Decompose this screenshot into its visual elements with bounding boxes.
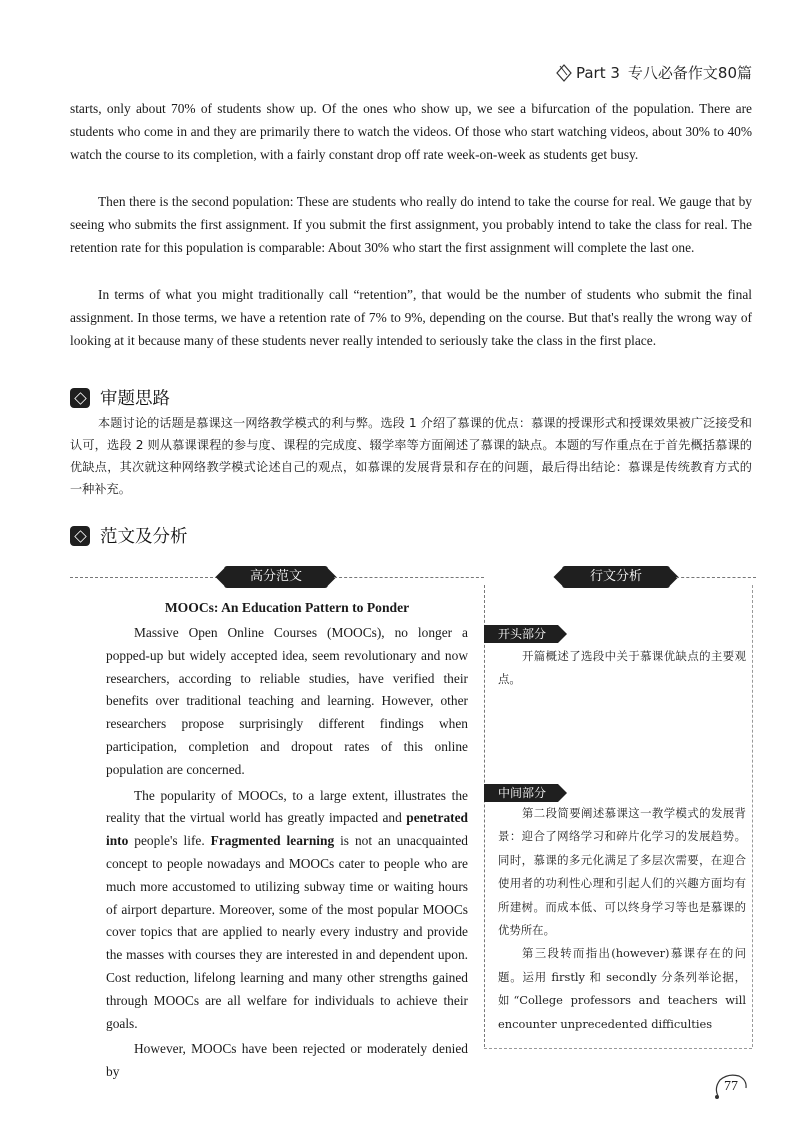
section-heading	[70, 523, 188, 548]
section-title: 范文及分析	[100, 527, 188, 547]
sample-essay	[106, 598, 468, 1084]
dashed-rule	[70, 577, 218, 578]
essay-title: MOOCs: An Education Pattern to Ponder	[164, 600, 410, 615]
column-divider	[752, 585, 753, 1047]
column-divider	[484, 585, 485, 1047]
layers-icon	[70, 388, 90, 408]
opening-section-tag: 开头部分	[484, 623, 558, 649]
running-header	[554, 62, 752, 83]
essay-paragraph: Massive Open Online Courses (MOOCs), no longer a popped-up but widely accepted idea, seem revolutionary and now researchers, according to reliable studies, have verified their benefits over traditional teaching and learning. However, other researchers propose surprisingly different findings when participation, completion and dropout rates of this online population are concerned.	[106, 625, 468, 777]
part-label: Part 3	[575, 63, 620, 82]
middle-analysis: 第二段简要阐述慕课这一教学模式的发展背景：迎合了网络学习和碎片化学习的发展趋势。同时，慕课的多元化满足了多层次需要，在迎合使用者的功利性心理和引起人们的兴趣方面均有所建树。而成本低、可以终身学习等也是慕课的优势所在。 第三段转而指出(however)慕课存在的问题。运用 firstly 和 secondly 分条列举论据，如“College professors and teachers will encounter unprecedented difficulties	[498, 806, 746, 1031]
intro-paragraph: starts, only about 70% of students show up. Of the ones who show up, we see a bifurcation of the population. There are students who come in and they are primarily there to watch the videos. Of those who start watching videos, about 30% to 40% watch the course to its completion, with a fairly constant drop off rate week-on-week as students get busy.	[70, 101, 752, 162]
middle-section-tag: 中间部分	[484, 782, 558, 808]
page-number: 77	[712, 1072, 750, 1102]
intro-paragraph: In terms of what you might traditionally call “retention”, that would be the number of students who submit the final assignment. In those terms, we have a retention rate of 7% to 9%, depending on the course. But that's really the wrong way of looking at it because many of these students never really intended to seriously take the class in the first place.	[70, 287, 752, 348]
dashed-rule	[334, 577, 484, 578]
opening-analysis: 开篇概述了选段中关于慕课优缺点的主要观点。	[498, 649, 746, 687]
essay-paragraph: The popularity of MOOCs, to a large extent, illustrates the reality that the virtual world has greatly impacted and penetrated into people's life. Fragmented learning is not an unacquainted concept to people nowadays and MOOCs cater to people who are much more accustomed to utilizing subway time or waiting hours of airport departure. Moreover, some of the most popular MOOCs cover topics that are applied to nearly every industry and provide the masses with courses they are interested in and dependent upon. Cost reduction, lifelong learning and many other strengths gained through MOOCs are all welfare for individuals to achieve their goals.	[106, 787, 468, 1031]
dashed-rule	[676, 577, 756, 578]
analysis-paragraph: 本题讨论的话题是慕课这一网络教学模式的利与弊。选段 1 介绍了慕课的优点：慕课的授课形式和授课效果被广泛接受和认可，选段 2 则从慕课课程的参与度、课程的完成度、辍学率等方面阐述了慕课的缺点。本题的写作重点在于首先概括慕课的优缺点，其次就这种网络教学模式论述自己的观点，如慕课的发展背景和存在的问题，最后得出结论：慕课是传统教育方式的一种补充。	[70, 416, 752, 496]
key-phrase: Fragmented learning	[210, 833, 335, 849]
layers-icon	[70, 526, 90, 546]
intro-paragraph: Then there is the second population: These are students who really do intend to take the course for real. We gauge that by seeing who submits the first assignment. If you submit the first assignment, you probably intend to take the class for real. The retention rate for this population is comparable: About 30% who start the first assignment will complete the last one.	[70, 194, 752, 255]
essay-paragraph: However, MOOCs have been rejected or moderately denied by	[106, 1041, 468, 1080]
section-title: 审题思路	[100, 389, 170, 409]
key-phrase: penetrated into	[106, 810, 468, 849]
dashed-rule	[484, 1048, 752, 1049]
book-title: 专八必备作文80篇	[627, 64, 752, 82]
diamond-deco-icon	[554, 63, 574, 83]
sample-essay-label: 高分范文	[224, 566, 328, 588]
writing-analysis-label: 行文分析	[562, 566, 670, 588]
section-heading	[70, 385, 170, 410]
